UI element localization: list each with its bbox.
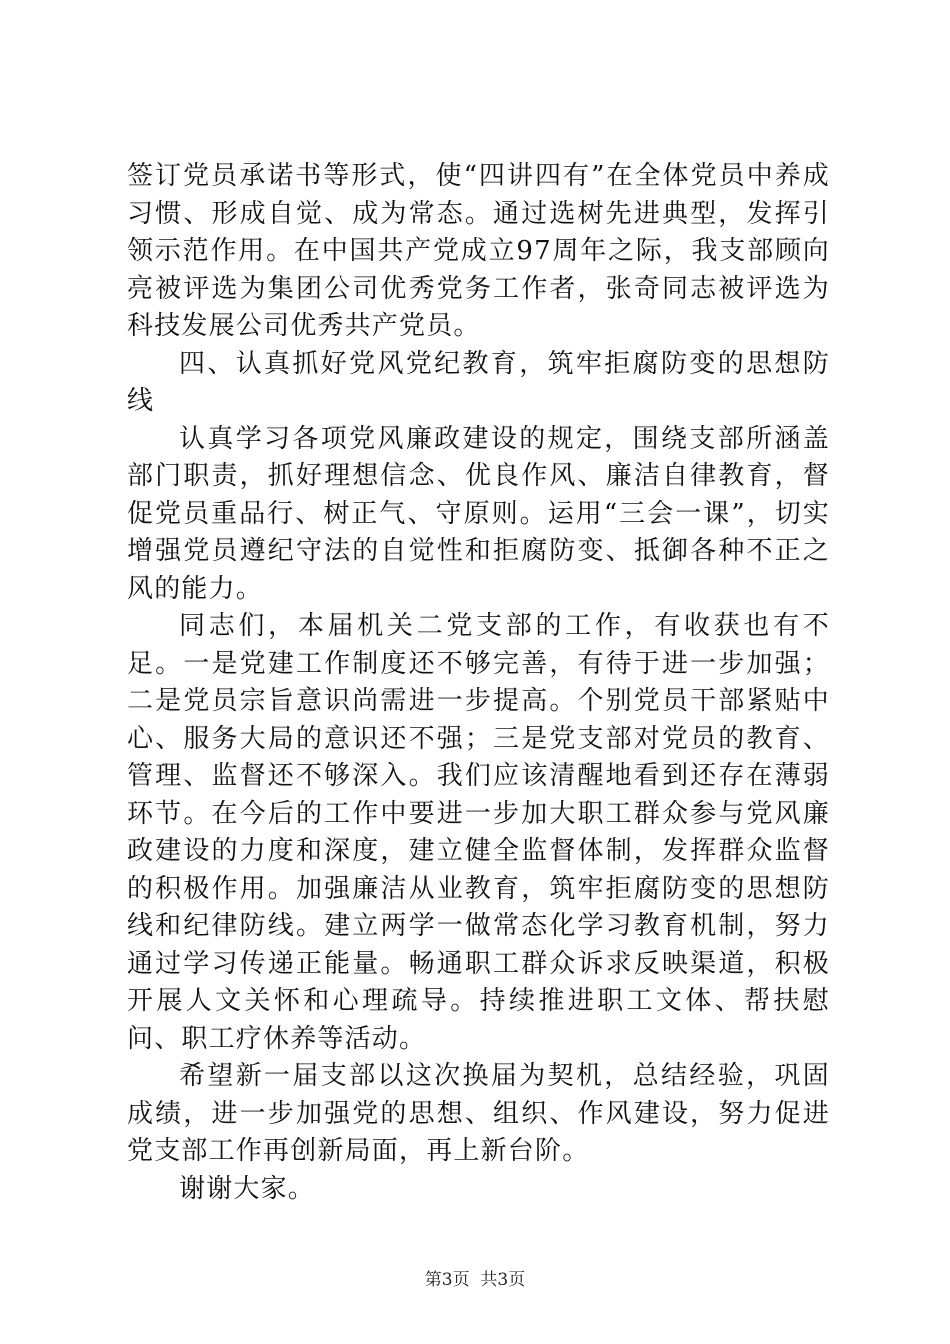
paragraph-continuation: 签订党员承诺书等形式，使“四讲四有”在全体党员中养成习惯、形成自觉、成为常态。通过选树先进典型，发挥引领示范作用。在中国共产党成立97周年之际，我支部顾向亮被评选为集团公司优秀党务工作者，张奇同志被评选为科技发展公司优秀共产党员。 [127,161,830,341]
paragraph: 认真学习各项党风廉政建设的规定，围绕支部所涵盖部门职责，抓好理想信念、优良作风、廉洁自律教育，督促党员重品行、树正气、守原则。运用“三会一课”，切实增强党员遵纪守法的自觉性和拒腐防变、抵御各种不正之风的能力。 [127,423,830,604]
page-footer [0,1269,950,1291]
paragraph: 同志们，本届机关二党支部的工作，有收获也有不足。一是党建工作制度还不够完善，有待于进一步加强；二是党员宗旨意识尚需进一步提高。个别党员干部紧贴中心、服务大局的意识还不强；三是党支部对党员的教育、管理、监督还不够深入。我们应该清醒地看到还存在薄弱环节。在今后的工作中要进一步加大职工群众参与党风廉政建设的力度和深度，建立健全监督体制，发挥群众监督的积极作用。加强廉洁从业教育，筑牢拒腐防变的思想防线和纪律防线。建立两学一做常态化学习教育机制，努力通过学习传递正能量。畅通职工群众诉求反映渠道，积极开展人文关怀和心理疏导。持续推进职工文体、帮扶慰问、职工疗休养等活动。 [127,611,830,1054]
section-heading: 四、认真抓好党风党纪教育，筑牢拒腐防变的思想防线 [127,348,830,416]
footer-spacer [470,1270,481,1290]
paragraph: 希望新一届支部以这次换届为契机，总结经验，巩固成绩，进一步加强党的思想、组织、作风建设，努力促进党支部工作再创新局面，再上新台阶。 [127,1061,830,1166]
document-body [127,158,830,1208]
closing-line: 谢谢大家。 [179,1173,316,1204]
page-number: 第3页 [424,1270,470,1290]
page-total: 共3页 [480,1270,526,1290]
